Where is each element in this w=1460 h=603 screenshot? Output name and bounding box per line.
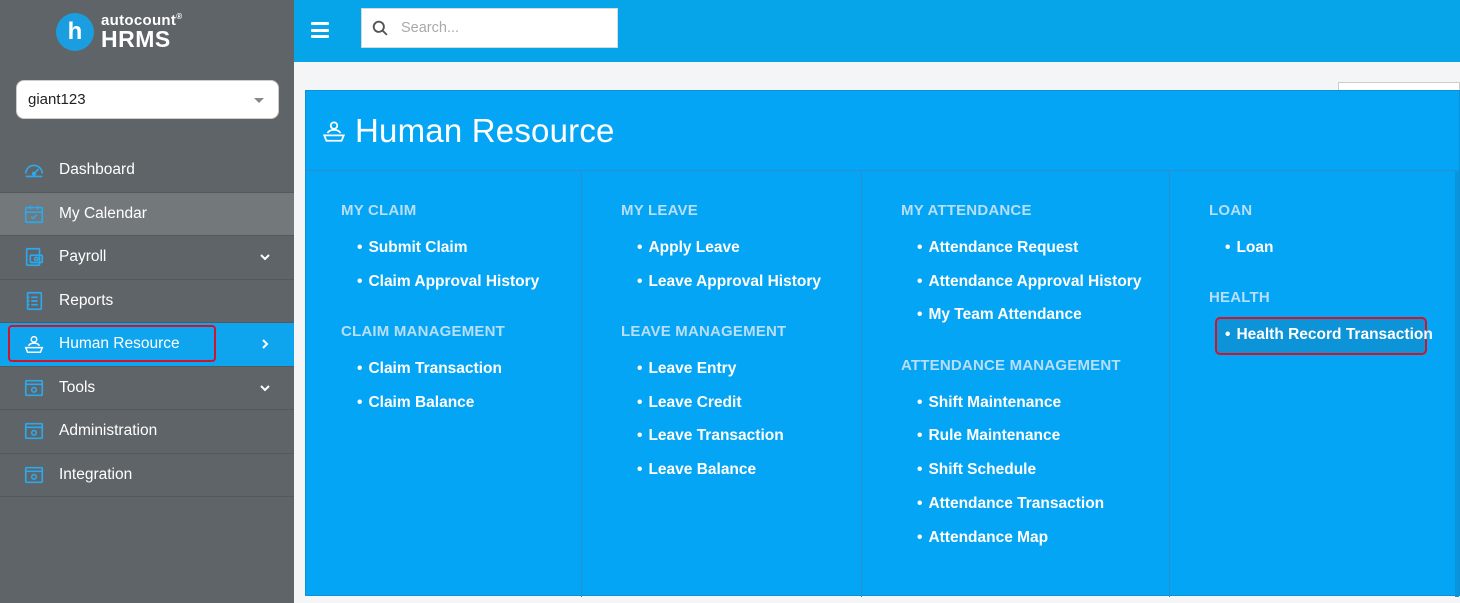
- scrollbar[interactable]: [1455, 171, 1459, 597]
- sidebar-item-my-calendar[interactable]: [0, 193, 294, 237]
- logo-product: HRMS: [101, 26, 171, 52]
- menu-link-leave-credit[interactable]: • Leave Credit: [637, 394, 741, 412]
- sidebar-item-administration[interactable]: [0, 410, 294, 454]
- search-box[interactable]: [361, 8, 618, 48]
- menu-link-attendance-approval-history[interactable]: • Attendance Approval History: [917, 273, 1141, 291]
- sidebar-item-label: Dashboard: [59, 161, 135, 179]
- menu-column-loan-health: [1170, 171, 1460, 597]
- company-select[interactable]: [16, 80, 279, 119]
- menu-link-leave-balance[interactable]: • Leave Balance: [637, 461, 756, 479]
- calendar-icon: [22, 202, 46, 226]
- menu-link-claim-balance[interactable]: • Claim Balance: [357, 394, 474, 412]
- top-bar: [294, 0, 1460, 62]
- tools-icon: [22, 376, 46, 400]
- menu-link-attendance-transaction[interactable]: • Attendance Transaction: [917, 495, 1104, 513]
- sidebar-item-label: My Calendar: [59, 204, 147, 222]
- chevron-right-icon[interactable]: [258, 337, 272, 351]
- menu-link-claim-transaction[interactable]: • Claim Transaction: [357, 360, 502, 378]
- sidebar: [0, 0, 294, 603]
- sidebar-item-integration[interactable]: [0, 454, 294, 498]
- mega-menu-title: Human Resource: [355, 111, 615, 149]
- payroll-icon: [22, 245, 46, 269]
- sidebar-item-payroll[interactable]: [0, 236, 294, 280]
- section-title-health: HEALTH: [1209, 289, 1270, 306]
- menu-link-attendance-map[interactable]: • Attendance Map: [917, 529, 1048, 547]
- human-resource-mega-menu: [305, 90, 1460, 596]
- app-logo[interactable]: [56, 10, 182, 54]
- menu-link-leave-transaction[interactable]: • Leave Transaction: [637, 427, 784, 445]
- sidebar-item-dashboard[interactable]: [0, 149, 294, 193]
- section-title-my-claim: MY CLAIM: [341, 202, 417, 219]
- dashboard-icon: [22, 158, 46, 182]
- section-title-my-attendance: MY ATTENDANCE: [901, 202, 1032, 219]
- menu-link-shift-schedule[interactable]: • Shift Schedule: [917, 461, 1036, 479]
- section-title-my-leave: MY LEAVE: [621, 202, 698, 219]
- search-input[interactable]: [401, 20, 601, 36]
- menu-column-attendance: [862, 171, 1170, 597]
- menu-link-claim-approval-history[interactable]: • Claim Approval History: [357, 273, 539, 291]
- mega-menu-header: [306, 91, 1459, 171]
- reports-icon: [22, 289, 46, 313]
- logo-h-icon: h: [56, 13, 94, 51]
- company-select-value: giant123: [28, 91, 86, 108]
- menu-link-leave-entry[interactable]: • Leave Entry: [637, 360, 736, 378]
- sidebar-item-label: Administration: [59, 422, 158, 440]
- search-icon: [372, 20, 389, 37]
- sidebar-item-tools[interactable]: [0, 367, 294, 411]
- sidebar-item-label: Integration: [59, 465, 133, 483]
- menu-link-apply-leave[interactable]: • Apply Leave: [637, 239, 740, 257]
- administration-icon: [22, 419, 46, 443]
- menu-link-attendance-request[interactable]: • Attendance Request: [917, 239, 1078, 257]
- human-resource-icon: [321, 118, 347, 144]
- menu-column-claim: [306, 171, 582, 597]
- sidebar-item-label: Payroll: [59, 248, 107, 266]
- section-title-claim-management: CLAIM MANAGEMENT: [341, 323, 506, 340]
- menu-link-submit-claim[interactable]: • Submit Claim: [357, 239, 467, 257]
- hamburger-menu-icon[interactable]: [311, 22, 329, 38]
- mega-menu-columns: [306, 171, 1459, 597]
- chevron-down-icon[interactable]: [258, 381, 272, 395]
- menu-link-health-record-transaction[interactable]: • Health Record Transaction: [1225, 326, 1433, 344]
- sidebar-item-human-resource[interactable]: [0, 323, 294, 367]
- menu-link-loan[interactable]: • Loan: [1225, 239, 1273, 257]
- menu-column-leave: [582, 171, 862, 597]
- sidebar-item-label: Tools: [59, 378, 96, 396]
- chevron-down-icon: [254, 98, 264, 103]
- section-title-loan: LOAN: [1209, 202, 1253, 219]
- section-title-attendance-management: ATTENDANCE MANAGEMENT: [901, 357, 1121, 374]
- menu-link-my-team-attendance[interactable]: • My Team Attendance: [917, 306, 1082, 324]
- menu-link-leave-approval-history[interactable]: • Leave Approval History: [637, 273, 821, 291]
- sidebar-item-label: Reports: [59, 291, 114, 309]
- chevron-down-icon[interactable]: [258, 250, 272, 264]
- sidebar-nav: [0, 149, 294, 497]
- sidebar-item-reports[interactable]: [0, 280, 294, 324]
- logo-brand: autocount®: [101, 12, 183, 29]
- integration-icon: [22, 463, 46, 487]
- highlight-box: [8, 325, 216, 362]
- sidebar-item-label: Human Resource: [59, 335, 180, 353]
- section-title-leave-management: LEAVE MANAGEMENT: [621, 323, 787, 340]
- menu-link-rule-maintenance[interactable]: • Rule Maintenance: [917, 427, 1060, 445]
- menu-link-shift-maintenance[interactable]: • Shift Maintenance: [917, 394, 1061, 412]
